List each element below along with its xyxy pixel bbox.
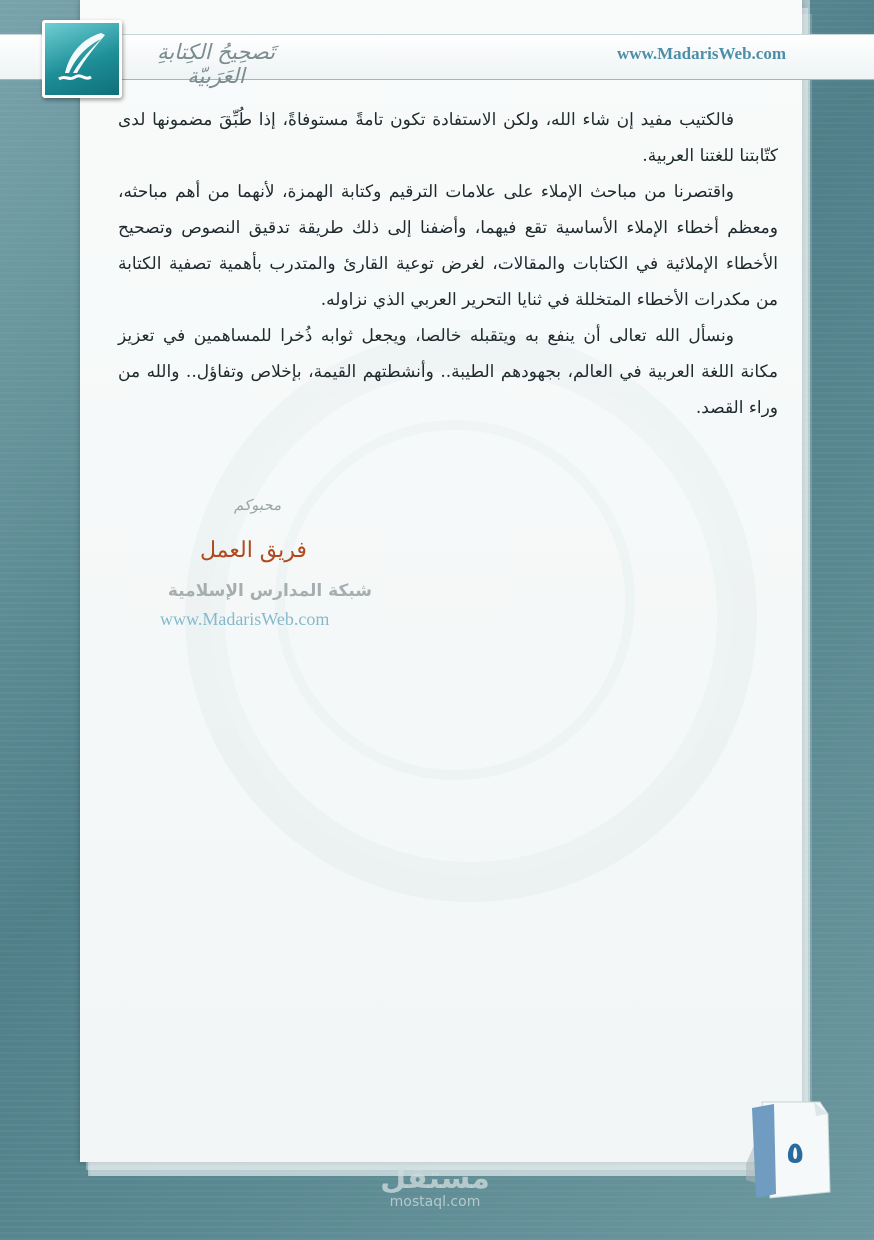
stamp-arabic: مستقل	[380, 1161, 490, 1196]
signoff-url[interactable]: www.MadarisWeb.com	[160, 609, 330, 629]
paragraph-3: ونسأل الله تعالى أن ينفع به ويتقبله خالصا، ويجعل ثوابه ذُخرا للمساهمين في تعزيز مكانة اللغة العربية في العالم، بجهودهم الطيبة.. وأنشطتهم القيمة، بإخلاص وتفاؤل.. والله من وراء القصد.	[118, 326, 778, 418]
mostaql-stamp	[370, 1162, 500, 1210]
signoff-network: شبكة المدارس الإسلامية	[167, 581, 372, 601]
paragraph-1: فالكتيب مفيد إن شاء الله، ولكن الاستفادة تكون تامةً مستوفاةً، إذا طُبِّقَ مضمونها لدى كتّابتنا للغتنا العربية.	[118, 110, 778, 166]
paragraph-2: واقتصرنا من مباحث الإملاء على علامات الترقيم وكتابة الهمزة، لأنهما من أهم مباحثه، ومعظم أخطاء الإملاء الأساسية تقع فيهما، وأضفنا إلى ذلك طريقة تدقيق النصوص وتصحيح الأخطاء الإملائية في الكتابات والمقالات، لغرض توعية القارئ والمتدرب بأهمية تصفية الكتابة من مكدرات الأخطاء المتخللة في ثنايا التحرير العربي الذي نزاوله.	[118, 182, 778, 310]
signoff-team: فريق العمل	[200, 538, 307, 563]
site-url[interactable]: www.MadarisWeb.com	[616, 44, 786, 63]
page-number: ٥	[786, 1136, 805, 1171]
quill-pen-icon	[51, 29, 113, 89]
site-logo	[42, 20, 122, 98]
signoff-greeting: محبوكم	[234, 496, 282, 514]
main-text	[118, 102, 778, 426]
stamp-latin: mostaql.com	[389, 1194, 481, 1210]
book-title: تَصحِيحُ الكِتابةِ العَرَبيّة	[157, 40, 275, 88]
